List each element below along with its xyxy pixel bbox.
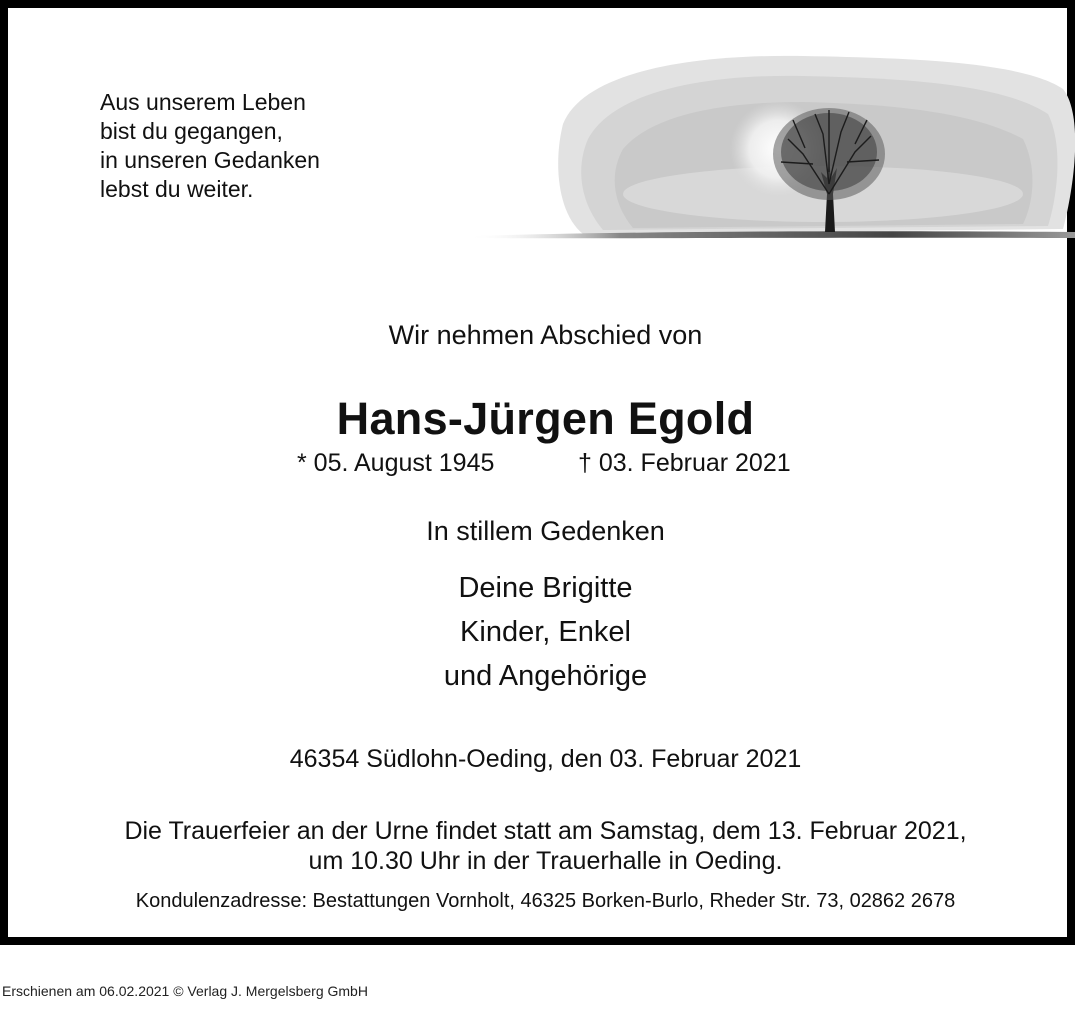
poem-line: lebst du weiter. [100,176,254,202]
mourner-line: Kinder, Enkel [460,616,631,648]
mourner-line: und Angehörige [443,660,648,692]
deceased-name: Hans-Jürgen Egold [336,393,755,444]
condolence-address: Kondulenzadresse: Bestattungen Vornholt, 46325 Borken-Burlo, Rheder Str. 73, 02862 2678 [135,890,956,912]
poem-line: bist du gegangen, [100,118,283,144]
birth-date: * 05. August 1945 [297,449,495,477]
death-date: † 03. Februar 2021 [578,449,791,477]
ceremony-info [8,816,1075,876]
remembrance-line: In stillem Gedenken [426,516,665,546]
place-date: 46354 Südlohn-Oeding, den 03. Februar 2021 [289,745,802,773]
poem [100,88,320,204]
poem-line: Aus unserem Leben [100,89,306,115]
farewell-intro: Wir nehmen Abschied von [388,320,703,350]
ceremony-line: um 10.30 Uhr in der Trauerhalle in Oeding. [308,847,783,875]
ceremony-line: Die Trauerfeier an der Urne findet statt am Samstag, dem 13. Februar 2021, [124,817,967,845]
mourners [8,566,1075,698]
mourner-line: Deine Brigitte [458,572,633,604]
publication-footer: Erschienen am 06.02.2021 © Verlag J. Mergelsberg GmbH [2,983,368,999]
poem-line: in unseren Gedanken [100,147,320,173]
tree-landscape-icon [463,44,1075,254]
